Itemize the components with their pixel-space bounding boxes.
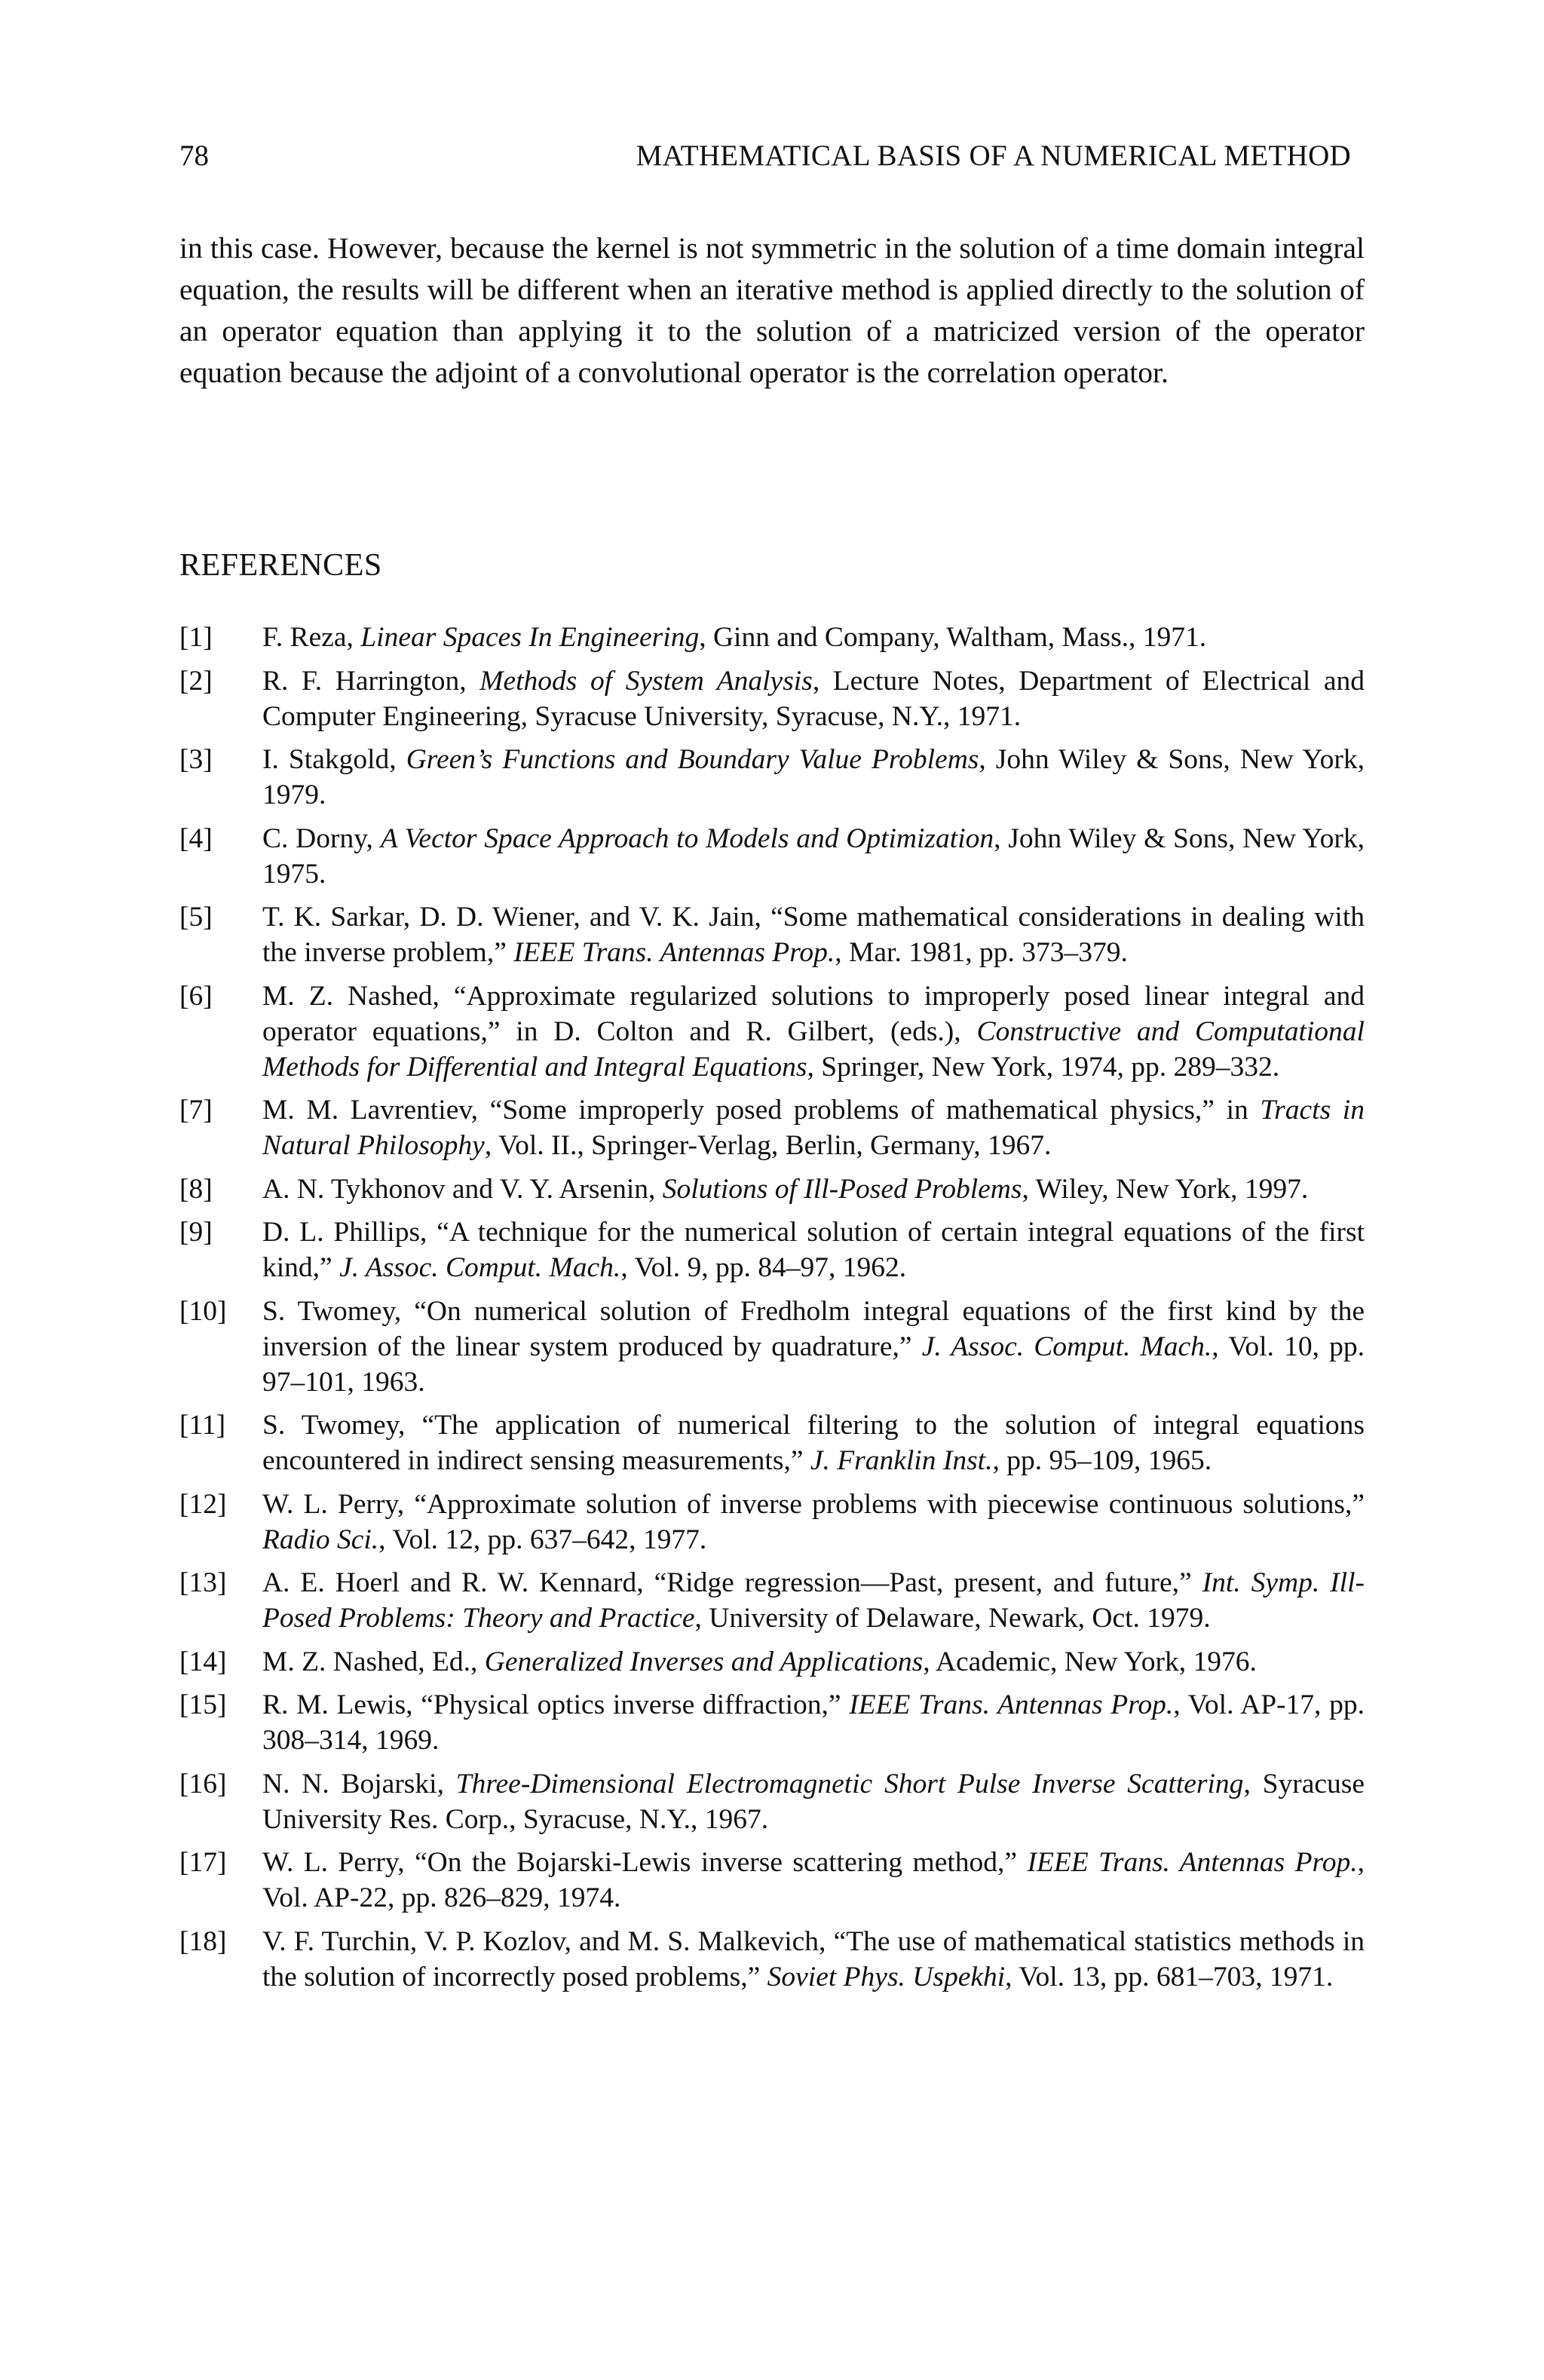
reference-item — [179, 1407, 1365, 1478]
reference-text — [262, 1172, 1365, 1207]
reference-number: [1] — [179, 622, 213, 653]
reference-segment: , Syracuse University Res. Corp., Syracuse, N.Y., 1967. — [262, 1768, 1365, 1835]
reference-segment: W. L. Perry, “On the Bojarski-Lewis inverse scattering method,” — [262, 1847, 1028, 1878]
reference-segment: C. Dorny, — [262, 822, 381, 854]
reference-segment: , Mar. 1981, pp. 373–379. — [835, 937, 1128, 968]
reference-text — [262, 1294, 1365, 1400]
reference-text — [262, 821, 1365, 892]
running-head — [179, 137, 1368, 175]
reference-text — [262, 620, 1365, 655]
reference-item — [179, 1687, 1365, 1758]
reference-segment: S. Twomey, “On numerical solution of Fredholm integral equations of the first kind by the inversion of the linear system produced by quadrature,” — [262, 1295, 1365, 1362]
reference-number: [4] — [179, 822, 213, 854]
reference-segment: , Academic, New York, 1976. — [923, 1646, 1257, 1677]
reference-segment: F. Reza, — [262, 622, 361, 653]
reference-item — [179, 1215, 1365, 1285]
reference-title: IEEE Trans. Antennas Prop. — [1027, 1847, 1358, 1878]
reference-number: [5] — [179, 902, 213, 933]
body-paragraph: in this case. However, because the kernel is not symmetric in the solution of a time domain integral equation, the results will be different when an iterative method is applied directly to the solution of an operator equation than applying it to the solution of a matricized version of the operator equation because the adjoint of a convolutional operator is the correlation operator. — [179, 231, 1365, 389]
reference-title: J. Franklin Inst. — [810, 1445, 993, 1476]
reference-text — [262, 1924, 1365, 1995]
reference-item — [179, 1845, 1365, 1916]
reference-segment: , Vol. 9, pp. 84–97, 1962. — [620, 1252, 907, 1283]
reference-segment: , pp. 95–109, 1965. — [992, 1445, 1212, 1476]
reference-text — [262, 1687, 1365, 1758]
reference-item — [179, 1565, 1365, 1636]
reference-number: [18] — [179, 1925, 227, 1957]
reference-segment: M. Z. Nashed, Ed., — [262, 1646, 485, 1677]
reference-item — [179, 1092, 1365, 1163]
reference-segment: , Vol. AP-22, pp. 826–829, 1974. — [262, 1847, 1365, 1913]
running-title: MATHEMATICAL BASIS OF A NUMERICAL METHOD — [636, 139, 1351, 172]
reference-segment: , Vol. 12, pp. 637–642, 1977. — [378, 1524, 707, 1555]
reference-segment: M. Z. Nashed, “Approximate regularized solutions to improperly posed linear integral and operator equations,” in D. Colton and R. Gilbert, (eds.), — [262, 980, 1365, 1047]
reference-segment: A. N. Tykhonov and V. Y. Arsenin, — [262, 1173, 663, 1205]
reference-text — [262, 1644, 1365, 1680]
reference-item — [179, 742, 1365, 813]
reference-item — [179, 1294, 1365, 1400]
reference-segment: , Lecture Notes, Department of Electrical and Computer Engineering, Syracuse University, Syracuse, N.Y., 1971. — [262, 665, 1365, 732]
reference-text — [262, 1215, 1365, 1285]
reference-number: [6] — [179, 980, 213, 1012]
reference-segment: , John Wiley & Sons, New York, 1975. — [262, 822, 1365, 890]
reference-text — [262, 742, 1365, 813]
reference-number: [15] — [179, 1689, 227, 1720]
reference-title: Linear Spaces In Engineering — [360, 622, 700, 653]
reference-title: J. Assoc. Comput. Mach. — [339, 1252, 621, 1283]
reference-title: Solutions of Ill-Posed Problems — [662, 1173, 1022, 1205]
reference-item — [179, 899, 1365, 970]
reference-item — [179, 663, 1365, 734]
reference-number: [13] — [179, 1567, 227, 1598]
reference-text — [262, 1845, 1365, 1916]
reference-segment: , University of Delaware, Newark, Oct. 1979. — [694, 1603, 1211, 1634]
reference-number: [3] — [179, 744, 213, 775]
reference-title: Methods of System Analysis — [479, 665, 813, 697]
reference-title: Int. Symp. Ill-Posed Problems: Theory and Practice — [262, 1567, 1365, 1634]
reference-title: Tracts in Natural Philosophy — [262, 1095, 1365, 1161]
reference-title: IEEE Trans. Antennas Prop. — [849, 1689, 1174, 1720]
reference-item — [179, 1172, 1365, 1207]
reference-item — [179, 1766, 1365, 1837]
reference-title: Three-Dimensional Electromagnetic Short Pulse Inverse Scattering — [455, 1768, 1244, 1800]
reference-title: Soviet Phys. Uspekhi — [767, 1961, 1006, 1993]
reference-segment: R. F. Harrington, — [262, 665, 480, 697]
reference-segment: , Vol. 13, pp. 681–703, 1971. — [1005, 1961, 1334, 1993]
reference-text — [262, 1407, 1365, 1478]
reference-segment: , Springer, New York, 1974, pp. 289–332. — [807, 1051, 1280, 1083]
reference-segment: I. Stakgold, — [262, 744, 406, 775]
reference-title: Constructive and Computational Methods for Differential and Integral Equations — [262, 1015, 1365, 1083]
reference-segment: , Wiley, New York, 1997. — [1022, 1173, 1309, 1205]
reference-text — [262, 1487, 1365, 1558]
reference-segment: , Ginn and Company, Waltham, Mass., 1971. — [699, 622, 1207, 653]
reference-list — [179, 620, 1365, 2002]
reference-number: [10] — [179, 1295, 227, 1327]
reference-segment: , John Wiley & Sons, New York, 1979. — [262, 744, 1365, 810]
reference-item — [179, 1644, 1365, 1680]
reference-segment: W. L. Perry, “Approximate solution of inverse problems with piecewise continuous solutions,” — [262, 1488, 1365, 1520]
reference-title: Green’s Functions and Boundary Value Problems — [406, 744, 979, 775]
reference-title: A Vector Space Approach to Models and Optimization — [380, 822, 994, 854]
reference-segment: M. M. Lavrentiev, “Some improperly posed problems of mathematical physics,” in — [262, 1095, 1261, 1126]
reference-title: J. Assoc. Comput. Mach. — [921, 1331, 1212, 1362]
reference-number: [14] — [179, 1646, 227, 1677]
reference-item — [179, 821, 1365, 892]
reference-item — [179, 1924, 1365, 1995]
reference-text — [262, 663, 1365, 734]
reference-text — [262, 1565, 1365, 1636]
reference-number: [2] — [179, 665, 213, 697]
reference-text — [262, 899, 1365, 970]
reference-segment: R. M. Lewis, “Physical optics inverse diffraction,” — [262, 1689, 850, 1720]
reference-text — [262, 1766, 1365, 1837]
reference-number: [8] — [179, 1173, 213, 1205]
reference-item — [179, 1487, 1365, 1558]
reference-number: [17] — [179, 1847, 227, 1878]
reference-segment: , Vol. 10, pp. 97–101, 1963. — [262, 1331, 1365, 1398]
reference-text — [262, 1092, 1365, 1163]
reference-number: [7] — [179, 1095, 213, 1126]
reference-segment: , Vol. AP-17, pp. 308–314, 1969. — [262, 1689, 1365, 1756]
reference-number: [12] — [179, 1488, 227, 1520]
reference-title: Radio Sci. — [262, 1524, 379, 1555]
reference-segment: N. N. Bojarski, — [262, 1768, 456, 1800]
reference-item — [179, 620, 1365, 655]
reference-title: Generalized Inverses and Applications — [484, 1646, 924, 1677]
reference-segment: V. F. Turchin, V. P. Kozlov, and M. S. Malkevich, “The use of mathematical statistics methods in the solution of incorrectly posed problems,” — [262, 1925, 1365, 1993]
reference-segment: T. K. Sarkar, D. D. Wiener, and V. K. Jain, “Some mathematical considerations in dealing with the inverse problem,” — [262, 902, 1365, 968]
reference-item — [179, 979, 1365, 1085]
reference-segment: D. L. Phillips, “A technique for the numerical solution of certain integral equations of the first kind,” — [262, 1217, 1365, 1283]
reference-number: [11] — [179, 1410, 226, 1441]
reference-segment: , Vol. II., Springer-Verlag, Berlin, Germany, 1967. — [484, 1130, 1052, 1161]
reference-segment: A. E. Hoerl and R. W. Kennard, “Ridge regression—Past, present, and future,” — [262, 1567, 1202, 1598]
reference-text — [262, 979, 1365, 1085]
references-heading: REFERENCES — [179, 548, 382, 583]
reference-number: [16] — [179, 1768, 227, 1800]
reference-segment: S. Twomey, “The application of numerical filtering to the solution of integral equations encountered in indirect sensing measurements,” — [262, 1410, 1365, 1476]
reference-number: [9] — [179, 1217, 213, 1248]
page-number: 78 — [179, 139, 209, 172]
reference-title: IEEE Trans. Antennas Prop. — [513, 937, 835, 968]
